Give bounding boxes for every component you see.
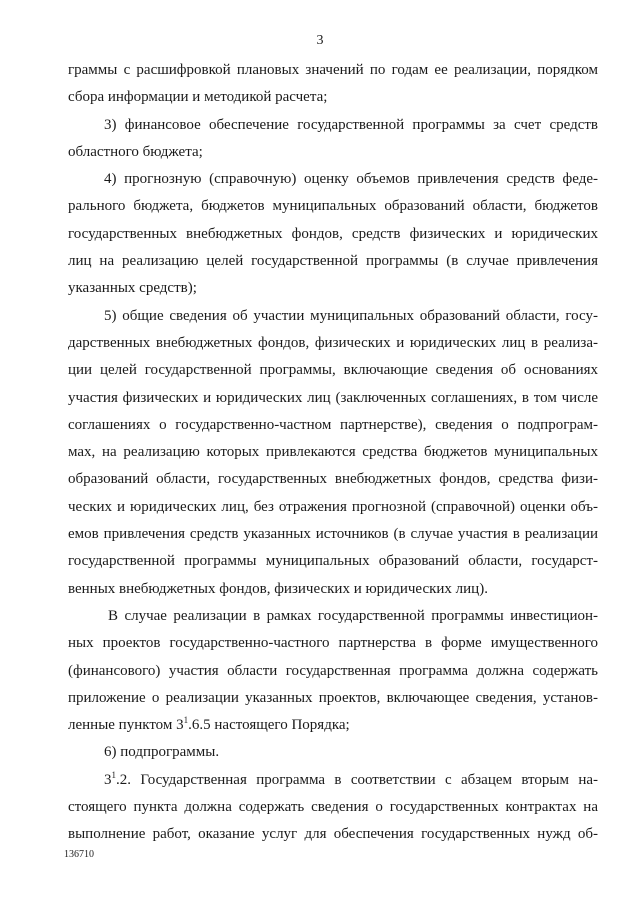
superscript: 1 <box>111 769 116 780</box>
text-line <box>68 794 598 821</box>
text-line <box>68 193 598 220</box>
text-line <box>68 739 598 766</box>
text-line-text: выполнение работ, оказание услуг для обеспечения государственных нужд об- <box>68 826 598 843</box>
text-line-continuation: .6.5 настоящего Порядка; <box>188 717 350 734</box>
text-line <box>68 221 598 248</box>
text-line-text: граммы с расшифровкой плановых значений по годам ее реализации, порядком <box>68 62 598 78</box>
text-line <box>68 357 598 384</box>
text-line <box>68 603 598 630</box>
text-line-text: ции целей государственной программы, включающие сведения об основаниях <box>68 362 598 379</box>
text-line-text: емов привлечения средств указанных источников (в случае участия в реализации <box>68 526 598 543</box>
text-line <box>68 439 598 466</box>
superscript: 1 <box>183 715 189 726</box>
text-line <box>68 494 598 521</box>
text-line-text: рального бюджета, бюджетов муниципальных образований области, бюджетов <box>68 198 598 215</box>
text-line-text: указанных средств); <box>68 280 197 297</box>
text-line-text: сбора информации и методикой расчета; <box>68 89 328 106</box>
text-line-text: венных внебюджетных фондов, физических и юридических лиц). <box>68 580 488 597</box>
text-line-text: ленные пунктом 3 <box>68 717 184 734</box>
text-line <box>68 303 598 330</box>
text-line-text: государственных внебюджетных фондов, средств физических и юридических <box>68 225 598 242</box>
text-line-text: государственной программы муниципальных образований области, государст- <box>68 553 598 570</box>
text-line <box>68 466 598 493</box>
text-line-text: образований области, государственных внебюджетных фондов, средства физи- <box>68 471 598 488</box>
text-line-text: ных проектов государственно-частного партнерства в форме имущественного <box>68 635 598 652</box>
text-line-text: приложение о реализации указанных проектов, включающее сведения, установ- <box>68 689 598 706</box>
text-line <box>68 385 598 412</box>
text-line-text: дарственных внебюджетных фондов, физических и юридических лиц в реализа- <box>68 334 598 351</box>
text-line-text: 3 <box>104 771 112 788</box>
text-line-text: соглашениях о государственно-частном партнерстве), сведения о подпрограм- <box>68 416 598 433</box>
text-line <box>68 57 598 84</box>
text-line-text: областного бюджета; <box>68 143 203 160</box>
document-body <box>68 57 598 849</box>
text-line <box>68 112 598 139</box>
text-line-text: участия физических и юридических лиц (заключенных соглашениях, в том числе <box>68 389 598 406</box>
text-line <box>68 330 598 357</box>
text-line-text: стоящего пункта должна содержать сведения о государственных контрактах на <box>68 799 598 816</box>
text-line-text: 6) подпрограммы. <box>104 744 220 761</box>
text-line <box>68 658 598 685</box>
document-code: 136710 <box>64 849 94 860</box>
text-line <box>68 166 598 193</box>
text-line <box>68 139 598 166</box>
text-line <box>68 521 598 548</box>
text-line-text: мах, на реализацию которых привлекаются средства бюджетов муниципальных <box>68 444 598 461</box>
text-line-text: ческих и юридических лиц, без отражения прогнозной (справочной) оценки объ- <box>68 498 598 515</box>
text-line <box>68 821 598 848</box>
text-line <box>68 412 598 439</box>
text-line-text: лиц на реализацию целей государственной программы (в случае привлечения <box>68 253 598 270</box>
text-line <box>68 576 598 603</box>
page-number: 3 <box>316 33 324 48</box>
text-line-text: 4) прогнозную (справочную) оценку объемов привлечения средств феде- <box>104 171 598 188</box>
text-line-continuation: .2. Государственная программа в соответствии с абзацем вторым на- <box>116 771 598 788</box>
text-line <box>68 548 598 575</box>
text-line <box>68 685 598 712</box>
text-line-text: В случае реализации в рамках государственной программы инвестицион- <box>108 607 598 624</box>
text-line <box>68 767 598 794</box>
text-line <box>68 630 598 657</box>
text-line <box>68 275 598 302</box>
text-line-text: 5) общие сведения об участии муниципальных образований области, госу- <box>104 307 598 324</box>
text-line <box>68 712 598 739</box>
text-line <box>68 248 598 275</box>
text-line-text: 3) финансовое обеспечение государственной программы за счет средств <box>104 116 598 133</box>
text-line <box>68 84 598 111</box>
text-line-text: (финансового) участия области государственная программа должна содержать <box>68 662 598 679</box>
